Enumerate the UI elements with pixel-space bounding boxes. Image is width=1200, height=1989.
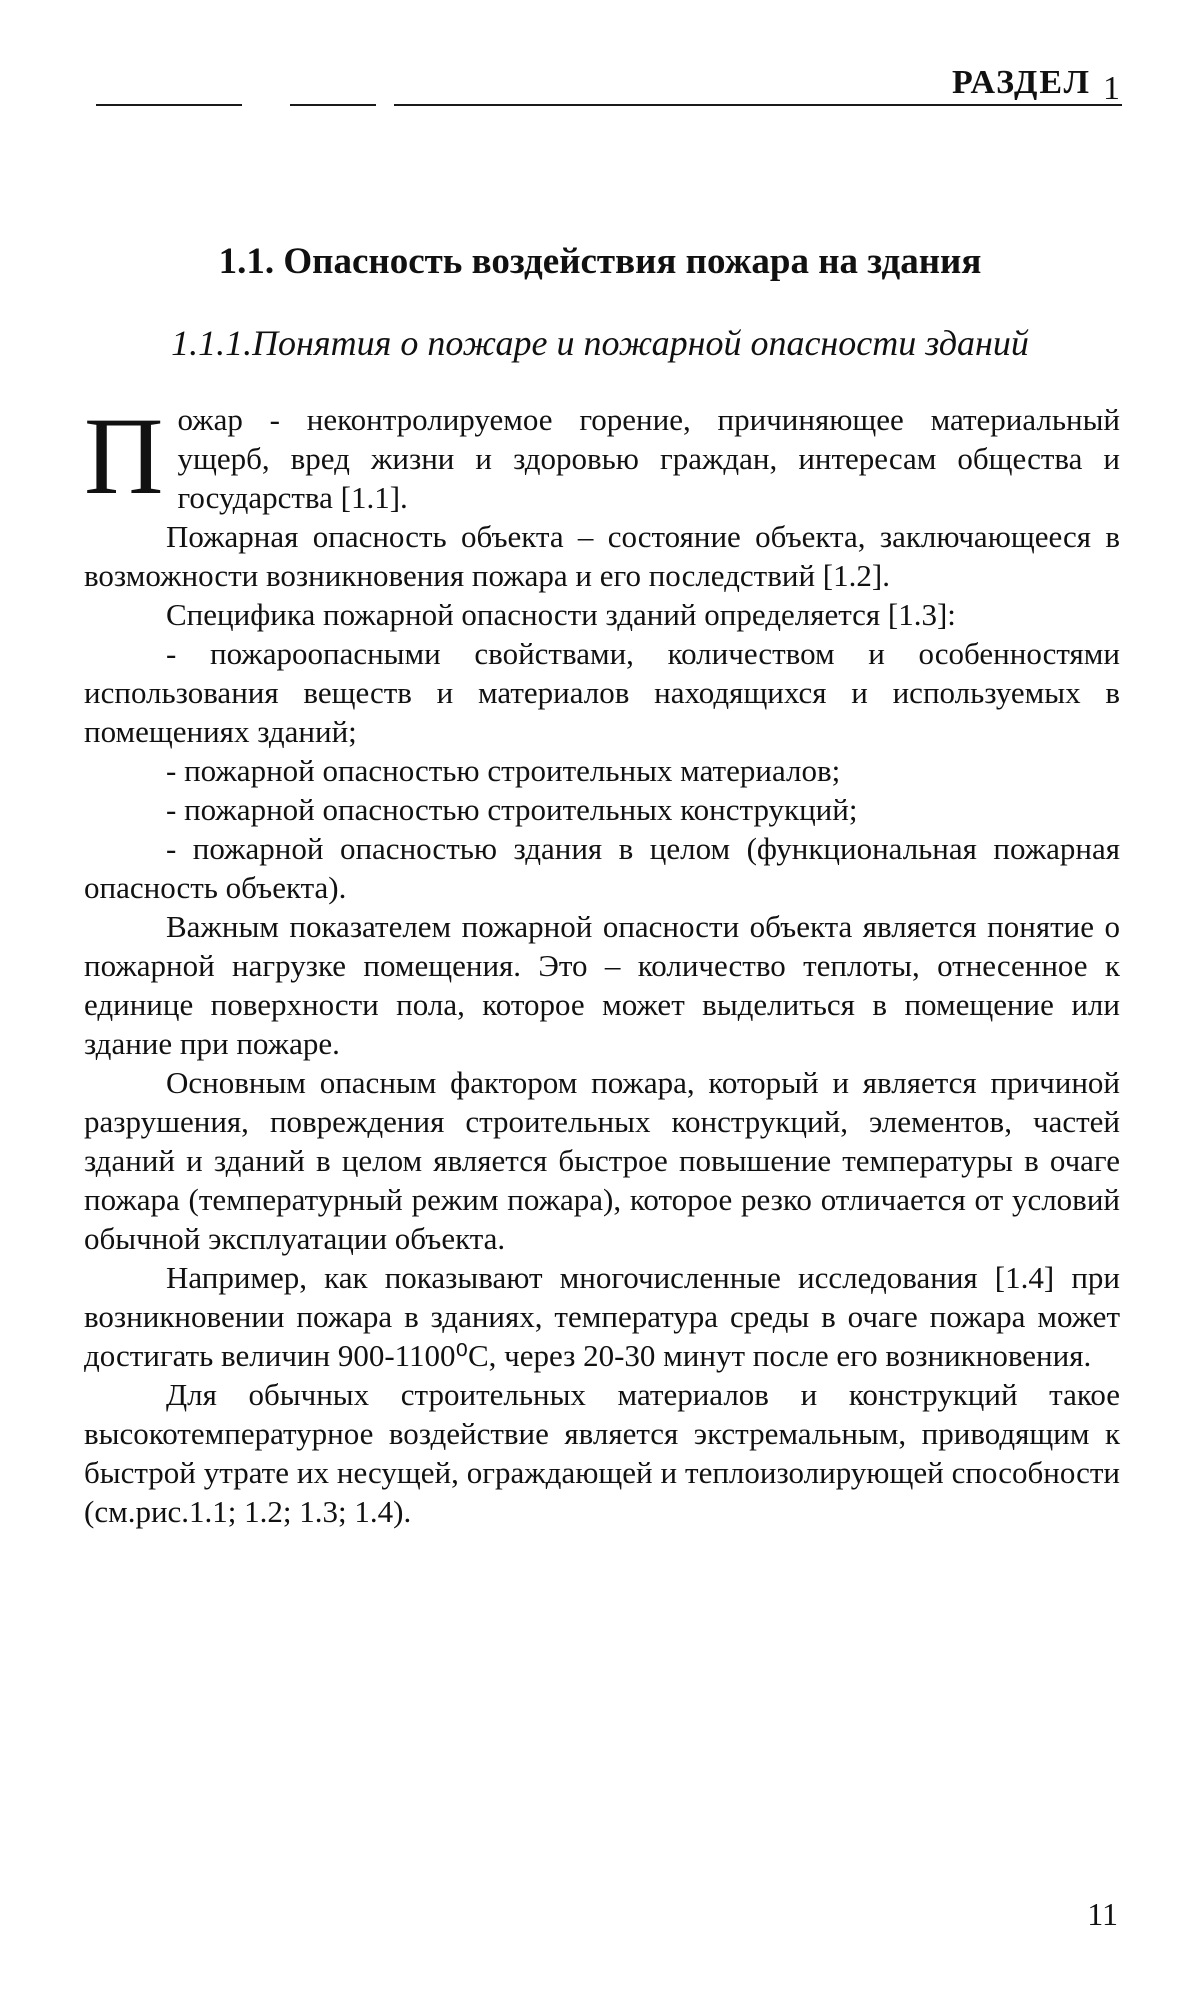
paragraph: Основным опасным фактором пожара, который и является причиной разрушения, повреждения строительных конструкций, элементов, частей зданий и зданий в целом является быстрое повышение температуры в очаге пожара (температурный режим пожара), которое резко отличается от условий обычной эксплуатации объекта. <box>84 1065 1120 1256</box>
paragraph-text: ожар - неконтролируемое горение, причиняющее материальный ущерб, вред жизни и здоровью граждан, интересам общества и государства [1.1]. <box>177 402 1120 515</box>
paragraph: Например, как показывают многочисленные исследования [1.4] при возникновении пожара в зданиях, температура среды в очаге пожара может достигать величин 900-1100⁰С, через 20-30 минут после его возникновения. <box>84 1260 1120 1373</box>
paragraph <box>84 395 1120 517</box>
header-rule <box>290 104 376 106</box>
paragraph: Для обычных строительных материалов и конструкций такое высокотемпературное воздействие является экстремальным, приводящим к быстрой утрате их несущей, ограждающей и теплоизолирующей способности (см.рис.1.1; 1.2; 1.3; 1.4). <box>84 1377 1120 1529</box>
section-number: 1 <box>1103 70 1122 107</box>
page-number: 11 <box>1087 1896 1118 1932</box>
paragraph: Специфика пожарной опасности зданий определяется [1.3]: <box>166 597 956 632</box>
list-item: - пожарной опасностью здания в целом (функциональная пожарная опасность объекта). <box>84 831 1120 905</box>
section-heading: 1.1. Опасность воздействия пожара на здания <box>218 241 982 282</box>
body-text <box>84 395 1120 1531</box>
paragraph: Важным показателем пожарной опасности объекта является понятие о пожарной нагрузке помещения. Это – количество теплоты, отнесенное к единице поверхности пола, которое может выделиться в помещение или здание при пожаре. <box>84 909 1120 1061</box>
list-item: - пожарной опасностью строительных конструкций; <box>166 792 858 827</box>
list-item: - пожароопасными свойствами, количеством и особенностями использования веществ и материалов находящихся и используемых в помещениях зданий; <box>84 636 1120 749</box>
running-header <box>952 64 1122 107</box>
drop-cap: П <box>84 395 164 517</box>
paragraph: Пожарная опасность объекта – состояние объекта, заключающееся в возможности возникновения пожара и его последствий [1.2]. <box>84 519 1120 593</box>
section-label: РАЗДЕЛ <box>952 64 1091 101</box>
header-rule <box>394 104 1122 106</box>
header-rule <box>96 104 242 106</box>
list-item: - пожарной опасностью строительных материалов; <box>166 753 841 788</box>
subsection-heading: 1.1.1.Понятия о пожаре и пожарной опасности зданий <box>171 323 1029 363</box>
